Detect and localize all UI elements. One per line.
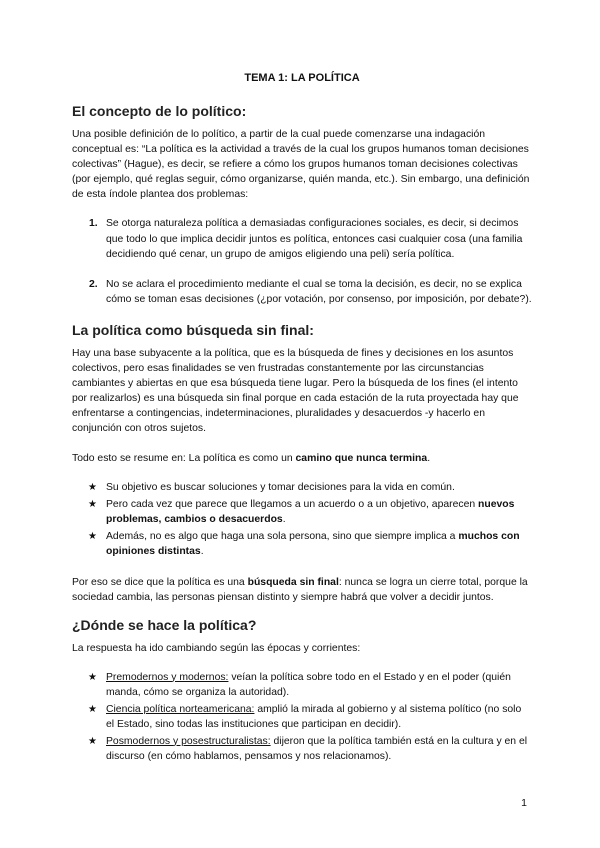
section-heading-busqueda: La política como búsqueda sin final: <box>72 321 314 338</box>
star-icon: ★ <box>88 481 97 493</box>
list-item <box>72 216 532 263</box>
paragraph-summary: Todo esto se resume en: La política es como un camino que nunca termina. <box>72 452 431 464</box>
section-heading-concepto: El concepto de lo político: <box>72 103 247 119</box>
list-number: 2. <box>89 278 98 290</box>
list-number: 1. <box>89 218 98 229</box>
list-item-text: No se aclara el procedimiento mediante el cual se toma la decisión, es decir, no se explica cómo se toman esas decisiones (¿por votación, por consenso, por imposición, por debate?). <box>106 278 532 305</box>
star-bullet-list <box>72 670 532 764</box>
problems-list <box>72 216 532 308</box>
bold-text: búsqueda sin final <box>247 576 339 588</box>
underlined-term: Posmodernos y posestructuralistas: <box>106 735 271 747</box>
list-item-text: Se otorga naturaleza política a demasiadas configuraciones sociales, es decir, si decimos que todo lo que implica decidir juntos es política, entonces casi cualquier cosa (una familia decidiendo qué cenar, un grupo de amigos eligiendo una peli) sería política. <box>106 218 523 260</box>
star-icon: ★ <box>88 498 97 510</box>
list-item: ★ Ciencia política norteamericana: amplió la mirada al gobierno y al sistema político (no solo el Estado, sino todas las instituciones que participan en decidir). <box>88 703 522 730</box>
star-icon: ★ <box>88 530 97 542</box>
star-icon: ★ <box>88 735 97 747</box>
paragraph-base: Hay una base subyacente a la política, que es la búsqueda de fines y decisiones en los asuntos colectivos, pero esas finalidades se ven frustradas constantemente por las circunstancias cambiantes y abiertas en que esa búsqueda tiene lugar. Pero la búsqueda de los fines (el intento por realizarlos) es una búsqueda sin final porque en cada estación de la ruta proyectada hay que enfrentarse a contingencias, indeterminaciones, pluralidades y desacuerdos -y hacerlo en conjunción con otros sujetos. <box>72 347 519 434</box>
list-item: ★ Pero cada vez que parece que llegamos a un acuerdo o a un objetivo, aparecen nuevos problemas, cambios o desacuerdos. <box>88 498 515 525</box>
paragraph-intro: Una posible definición de lo político, a partir de la cual puede comenzarse una indagación conceptual es: “La política es la actividad a través de la cual los grupos humanos toman decisiones colectivas” (Hague), es decir, se refiere a cómo los grupos humanos toman decisiones colectivas (por ejemplo, qué reglas seguir, cómo organizarse, quién manda, etc.). Sin embargo, una definición de esta índole plantea dos problemas: <box>72 129 530 200</box>
page-number: 1 <box>521 797 527 809</box>
paragraph-closing: Por eso se dice que la política es una búsqueda sin final: nunca se logra un cierre total, porque la sociedad cambia, las personas piensan distinto y siempre habrá que volver a decidir juntos. <box>72 576 528 603</box>
list-item: ★ Además, no es algo que haga una sola persona, sino que siempre implica a muchos con opiniones distintas. <box>88 530 520 557</box>
section-busqueda <box>72 322 532 605</box>
list-item: ★ Premodernos y modernos: veían la política sobre todo en el Estado y en el poder (quién manda, cómo se organiza la autoridad). <box>88 671 511 698</box>
list-item: ★ Su objetivo es buscar soluciones y tomar decisiones para la vida en común. <box>88 481 455 493</box>
underlined-term: Premodernos y modernos: <box>106 671 229 683</box>
list-item <box>72 277 532 308</box>
bold-text: camino que nunca termina <box>295 452 428 464</box>
document-page <box>72 72 532 780</box>
star-icon: ★ <box>88 671 97 683</box>
section-donde <box>72 617 532 764</box>
paragraph-donde-intro: La respuesta ha ido cambiando según las épocas y corrientes: <box>72 642 361 654</box>
star-icon: ★ <box>88 703 97 715</box>
section-concepto <box>72 103 532 308</box>
document-title: TEMA 1: LA POLÍTICA <box>244 72 360 84</box>
section-heading-donde: ¿Dónde se hace la política? <box>72 616 257 633</box>
underlined-term: Ciencia política norteamericana: <box>106 703 255 715</box>
list-item: ★ Posmodernos y posestructuralistas: dijeron que la política también está en la cultura y en el discurso (en cómo hablamos, pensamos y nos relacionamos). <box>88 735 528 762</box>
star-bullet-list <box>72 480 532 559</box>
